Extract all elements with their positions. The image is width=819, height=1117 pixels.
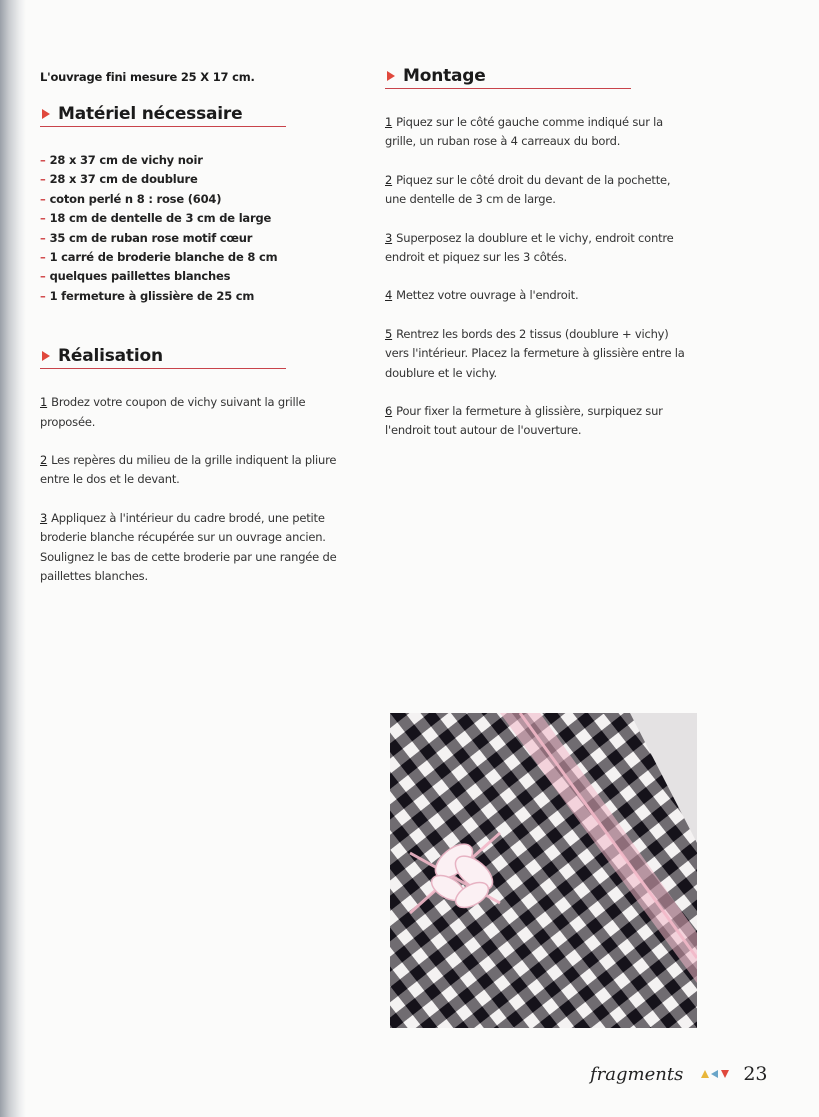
- book-spine-shadow: [0, 0, 26, 1117]
- montage-step: 2 Piquez sur le côté droit du devant de la pochette, une dentelle de 3 cm de large.: [385, 172, 671, 207]
- realisation-title: Réalisation: [58, 346, 163, 367]
- right-column: [385, 66, 685, 460]
- montage-step: 5 Rentrez les bords des 2 tissus (doublure + vichy) vers l'intérieur. Placez la fermeture à glissière entre la doublure et le vichy.: [385, 326, 685, 380]
- materiel-title: Matériel nécessaire: [58, 104, 243, 124]
- realisation-heading: [40, 346, 286, 369]
- triangle-bullet-icon: [42, 109, 50, 119]
- montage-heading: [385, 66, 631, 89]
- montage-step: 1 Piquez sur le côté gauche comme indiqué sur la grille, un ruban rose à 4 carreaux du bord.: [385, 115, 664, 149]
- ornament-triangles: [701, 1069, 729, 1079]
- realisation-step: 3 Appliquez à l'intérieur du cadre brodé, une petite broderie blanche récupérée sur un ouvrage ancien. Soulignez le bas de cette broderie par une rangée de paillettes blanches.: [40, 510, 337, 584]
- list-item: – 18 cm de dentelle de 3 cm de large: [40, 211, 272, 226]
- intro-text: L'ouvrage fini mesure 25 X 17 cm.: [40, 70, 255, 84]
- list-item: – 35 cm de ruban rose motif cœur: [40, 230, 253, 245]
- list-item: – 1 carré de broderie blanche de 8 cm: [40, 250, 278, 265]
- montage-step: 3 Superposez la doublure et le vichy, endroit contre endroit et piquez sur les 3 côtés.: [385, 230, 674, 265]
- list-item: – quelques paillettes blanches: [40, 269, 231, 284]
- left-column: [40, 70, 340, 606]
- list-item: – 28 x 37 cm de vichy noir: [40, 153, 203, 167]
- page-footer: [590, 1063, 768, 1085]
- materiel-list: [40, 151, 340, 306]
- realisation-step: 2 Les repères du milieu de la grille indiquent la pliure entre le dos et le devant.: [40, 453, 337, 487]
- gingham-fabric-image: [390, 713, 697, 1028]
- montage-step: 6 Pour fixer la fermeture à glissière, surpiquez sur l'endroit tout autour de l'ouverture.: [385, 404, 663, 438]
- montage-title: Montage: [403, 66, 486, 86]
- page-number: 23: [743, 1063, 768, 1085]
- triangle-ornament-icon: [701, 1069, 729, 1079]
- gingham-pouch-photo: [390, 713, 697, 1028]
- materiel-heading: [40, 104, 286, 127]
- footer-brand: fragments: [590, 1063, 684, 1085]
- triangle-bullet-icon: [42, 351, 50, 361]
- list-item: – coton perlé n 8 : rose (604): [40, 191, 222, 206]
- montage-step: 4 Mettez votre ouvrage à l'endroit.: [385, 288, 579, 303]
- list-item: – 1 fermeture à glissière de 25 cm: [40, 288, 255, 303]
- triangle-bullet-icon: [387, 71, 395, 81]
- list-item: – 28 x 37 cm de doublure: [40, 172, 198, 187]
- realisation-step: 1 Brodez votre coupon de vichy suivant la grille proposée.: [40, 395, 306, 429]
